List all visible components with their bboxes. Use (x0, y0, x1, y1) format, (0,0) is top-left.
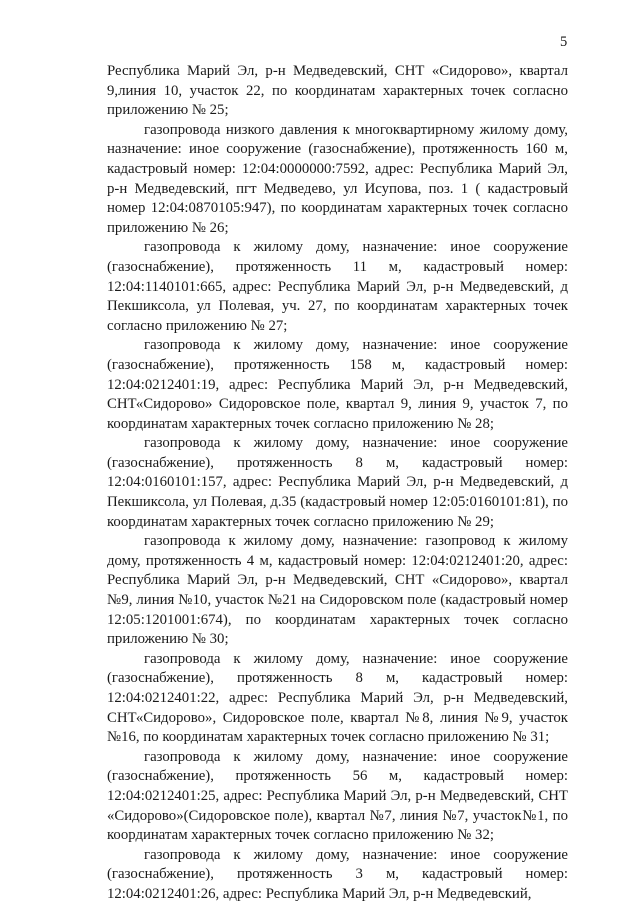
paragraph-item-30: газопровода к жилому дому, назначение: газопровод к жилому дому, протяженность 4 м, кадастровый номер: 12:04:0212401:20, адрес: Республика Марий Эл, р-н Медведевский, СНТ «Сидорово», квартал №9, линия №10, участок №21 на Сидоровском поле (кадастровый номер 12:05:1201001:674), по координатам характерных точек согласно приложению № 30; (107, 533, 568, 648)
paragraph-continuation-item-25: Республика Марий Эл, р-н Медведевский, СНТ «Сидорово», квартал 9,линия 10, участок 22, по координатам характерных точек согласно приложению № 25; (107, 63, 568, 119)
paragraph-item-29: газопровода к жилому дому, назначение: иное сооружение (газоснабжение), протяженность 8 м, кадастровый номер: 12:04:0160101:157, адрес: Республика Марий Эл, р-н Медведевский, д Пекшиксола, ул Полевая, д.35 (кадастровый номер 12:05:0160101:81), по координатам характерных точек согласно приложению № 29; (107, 435, 568, 530)
paragraph-item-33-partial: газопровода к жилому дому, назначение: иное сооружение (газоснабжение), протяженность 3 м, кадастровый номер: 12:04:0212401:26, адрес: Республика Марий Эл, р-н Медведевский, (107, 846, 568, 902)
paragraph-item-32: газопровода к жилому дому, назначение: иное сооружение (газоснабжение), протяженность 56 м, кадастровый номер: 12:04:0212401:25, адрес: Республика Марий Эл, р-н Медведевский, СНТ «Сидорово»(Сидоровское поле), квартал №7, линия №7, участок№1, по координатам характерных точек согласно приложению № 32; (107, 748, 568, 844)
document-body (107, 62, 568, 905)
paragraph-item-26: газопровода низкого давления к многоквартирному жилому дому, назначение: иное сооружение (газоснабжение), протяженность 160 м, кадастровый номер: 12:04:0000000:7592, адрес: Республика Марий Эл, р-н Медведевский, пгт Медведево, ул Исупова, поз. 1 ( кадастровый номер 12:04:0870105:947), по координатам характерных точек согласно приложению № 26; (107, 121, 568, 236)
page-number: 5 (560, 34, 568, 50)
paragraph-item-28: газопровода к жилому дому, назначение: иное сооружение (газоснабжение), протяженность 158 м, кадастровый номер: 12:04:0212401:19, адрес: Республика Марий Эл, р-н Медведевский, СНТ«Сидорово» Сидоровское поле, квартал 9, линия 9, участок 7, по координатам характерных точек согласно приложению № 28; (107, 337, 568, 432)
paragraph-item-27: газопровода к жилому дому, назначение: иное сооружение (газоснабжение), протяженность 11 м, кадастровый номер: 12:04:1140101:665, адрес: Республика Марий Эл, р-н Медведевский, д Пекшиксола, ул Полевая, уч. 27, по координатам характерных точек согласно приложению № 27; (107, 239, 568, 334)
paragraph-item-31: газопровода к жилому дому, назначение: иное сооружение (газоснабжение), протяженность 8 м, кадастровый номер: 12:04:0212401:22, адрес: Республика Марий Эл, р-н Медведевский, СНТ«Сидорово», Сидоровское поле, квартал №8, линия №9, участок №16, по координатам характерных точек согласно приложению № 31; (107, 650, 568, 746)
